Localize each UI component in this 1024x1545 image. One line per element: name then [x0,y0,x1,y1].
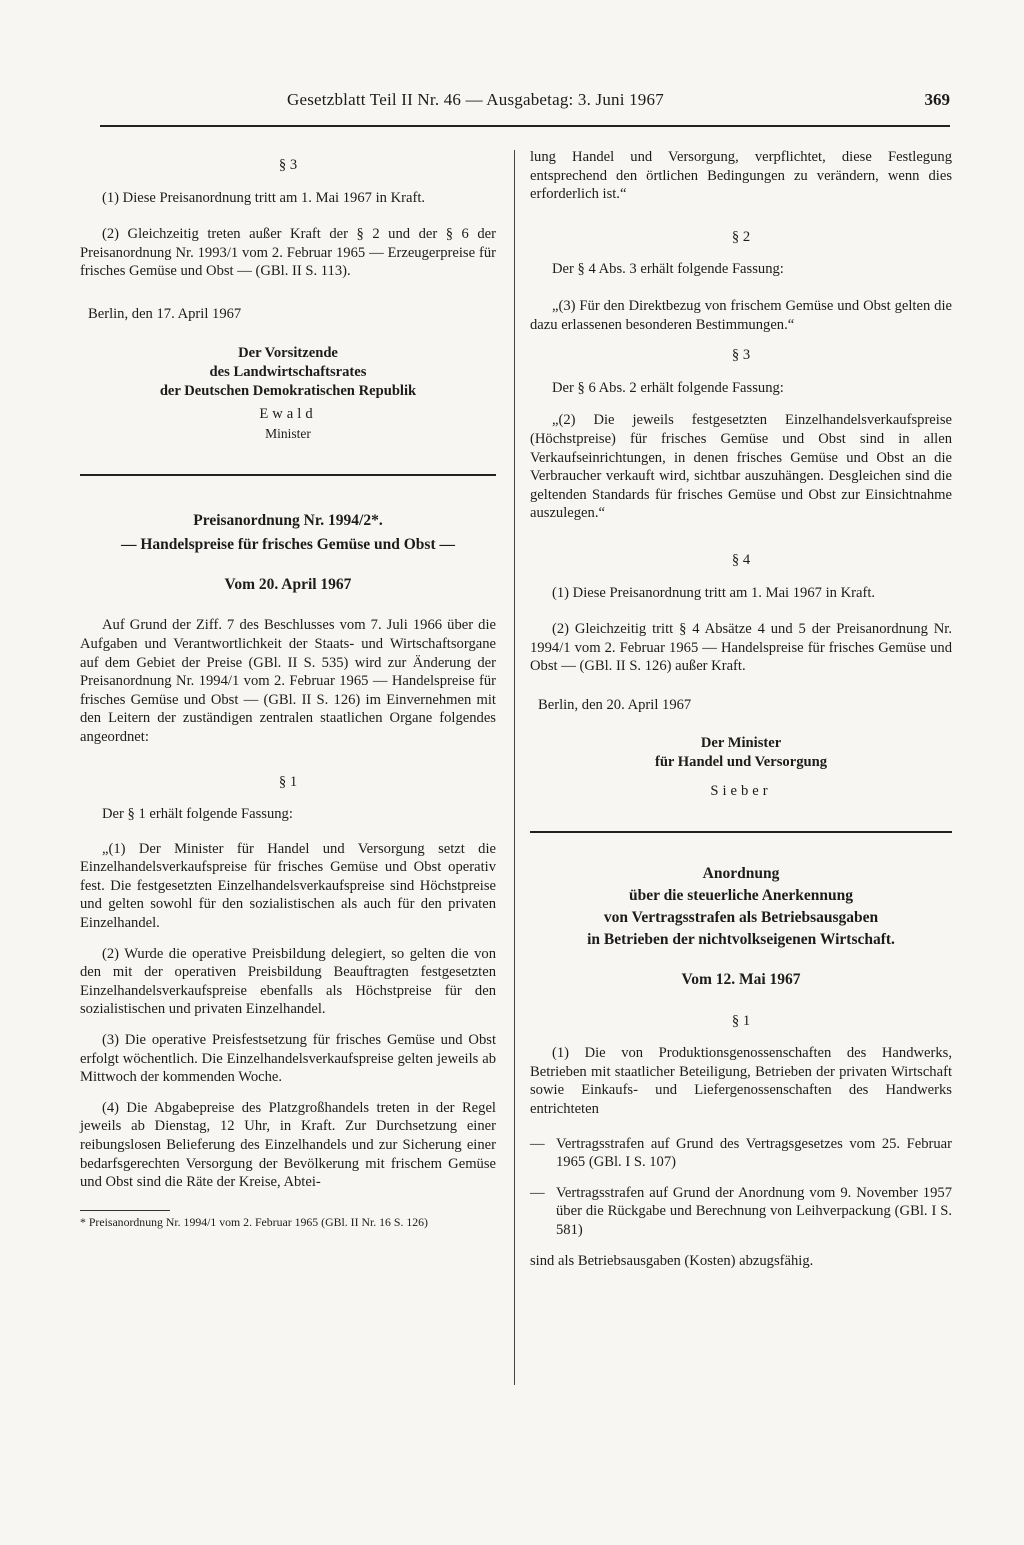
signature-block [80,344,496,444]
ordinance-subtitle: über die steuerliche Anerkennung [628,887,854,905]
section-heading: § 2 [731,228,751,245]
footnote: * Preisanordnung Nr. 1994/1 vom 2. Februar 1965 (GBl. II Nr. 16 S. 126) [80,1214,428,1229]
signature-block [530,734,952,801]
quoted-paragraph: „(3) Für den Direktbezug von frischem Gemüse und Obst gelten die dazu erlassenen besonderen Bestimmungen.“ [530,297,952,333]
paragraph: Der § 6 Abs. 2 erhält folgende Fassung: [552,379,784,396]
quoted-paragraph: „(2) Die jeweils festgesetzten Einzelhandelsverkaufspreise (Höchstpreise) für frisches Gemüse und Obst sind in allen Verkaufseinrichtungen, in denen frisches Gemüse und Obst an die Verbraucher verkauft wird, sichtbar auszuhängen. Desgleichen sind die geltenden Standards für frisches Gemüse und Obst zur Einsichtnahme auszulegen.“ [530,412,952,522]
ordinance-subtitle: von Vertragsstrafen als Betriebsausgaben [603,909,879,927]
place-date: Berlin, den 20. April 1967 [538,696,692,713]
ordinance-title: Anordnung [702,865,780,883]
ordinance-title: Preisanordnung Nr. 1994/2*. [193,511,383,529]
paragraph: (2) Gleichzeitig treten außer Kraft der § 2 und der § 6 der Preisanordnung Nr. 1993/1 vom 2. Februar 1965 — Erzeugerpreise für frisches Gemüse und Obst — (GBl. II S. 113). [80,226,496,280]
list-item [530,1135,952,1172]
section-heading: § 3 [278,157,298,173]
signature-line: des Landwirtschaftsrates [209,363,367,380]
list-dash: — [530,1135,545,1152]
ordinance-subtitle: in Betrieben der nichtvolkseigenen Wirtschaft. [587,931,895,949]
section-heading: § 3 [731,347,751,364]
signature-line: der Deutschen Demokratischen Republik [159,382,417,399]
footnote-rule [80,1210,170,1211]
paragraph: Der § 4 Abs. 3 erhält folgende Fassung: [552,261,784,278]
quoted-paragraph: (3) Die operative Preisfestsetzung für frisches Gemüse und Obst erfolgt wöchentlich. Die Einzelhandelsverkaufspreise gelten jeweils ab Mittwoch der kommenden Woche. [80,1032,496,1086]
signature-line: für Handel und Versorgung [654,754,828,771]
place-date: Berlin, den 17. April 1967 [88,305,242,322]
paragraph: (1) Diese Preisanordnung tritt am 1. Mai 1967 in Kraft. [552,584,876,601]
signatory-name: Sieber [710,783,772,800]
list-item-text: Vertragsstrafen auf Grund der Anordnung vom 9. November 1957 über die Rückgabe und Berechnung von Leihverpackung (GBl. I S. 581) [556,1184,952,1238]
section-heading: § 4 [731,551,751,568]
gazette-title: Gesetzblatt Teil II Nr. 46 — Ausgabetag: 3. Juni 1967 [287,90,664,109]
signature-line: Der Minister [700,735,782,752]
quoted-paragraph: (2) Wurde die operative Preisbildung delegiert, so gelten die von den mit der operativen Preisbildung Beauftragten festgesetzten Einzelhandelsverkaufspreise ebenfalls als Höchstpreise für den sozialistischen und privaten Einzelhandel. [80,945,496,1018]
paragraph: Der § 1 erhält folgende Fassung: [102,806,293,823]
header-rule [100,125,950,127]
closing-paragraph: sind als Betriebsausgaben (Kosten) abzugsfähig. [530,1252,814,1269]
ordinance-subtitle: — Handelspreise für frisches Gemüse und Obst — [121,535,455,553]
ordinance-date: Vom 12. Mai 1967 [681,971,801,989]
quoted-paragraph: „(1) Der Minister für Handel und Versorgung setzt die Einzelhandelsverkaufspreise für frisches Gemüse und Obst operativ fest. Die festgesetzten Einzelhandelsverkaufspreise sind Höchstpreise und gelten sowohl für den sozialistischen als auch für den privaten Einzelhandel. [80,840,496,932]
paragraph: (1) Diese Preisanordnung tritt am 1. Mai 1967 in Kraft. [102,189,426,206]
section-heading: § 1 [278,773,298,790]
quoted-paragraph: (4) Die Abgabepreise des Platzgroßhandels treten in der Regel jeweils ab Dienstag, 12 Uhr, in Kraft. Zur Durchsetzung einer reibungslosen Belieferung des Einzelhandels und zur Sicherung einer bedarfsgerechten Versorgung der Bevölkerung mit frischem Gemüse und Obst sind die Räte der Kreise, Abtei- [80,1099,496,1191]
section-rule [80,474,496,476]
signature-line: Der Vorsitzende [238,344,338,361]
column-divider [514,150,515,1385]
page-number: 369 [924,90,950,109]
continued-paragraph: lung Handel und Versorgung, verpflichtet, diese Festlegung entsprechend den örtlichen Bedingungen zu verändern, wenn dies erforderlich ist.“ [530,149,952,203]
right-column [530,148,952,1270]
preamble: Auf Grund der Ziff. 7 des Beschlusses vom 7. Juli 1966 über die Aufgaben und Verantwortlichkeit der Staats- und Wirtschaftsorgane auf dem Gebiet der Preise (GBl. II S. 535) wird zur Änderung der Preisanordnung Nr. 1994/1 vom 2. Februar 1965 — Handelspreise für frisches Gemüse und Obst — (GBl. II S. 126) im Einvernehmen mit den Leitern der zuständigen zentralen staatlichen Organe folgendes angeordnet: [80,617,496,745]
paragraph: (1) Die von Produktionsgenossenschaften des Handwerks, Betrieben mit staatlicher Beteiligung, Betrieben der privaten Wirtschaft sowie Einkaufs- und Liefergenossenschaften des Handwerks entrichteten [530,1045,952,1118]
section-rule [530,831,952,833]
left-column [80,148,496,1230]
signatory-name: Ewald [259,405,317,422]
ordinance-date: Vom 20. April 1967 [224,575,352,593]
list-item [530,1184,952,1240]
list-dash: — [530,1184,545,1201]
signatory-role: Minister [265,426,311,442]
list-item-text: Vertragsstrafen auf Grund des Vertragsgesetzes vom 25. Februar 1965 (GBl. I S. 107) [556,1135,952,1171]
page-header [100,90,950,120]
paragraph: (2) Gleichzeitig tritt § 4 Absätze 4 und 5 der Preisanordnung Nr. 1994/1 vom 2. Februar 1965 — Handelspreise für frisches Gemüse und Obst — (GBl. II S. 126) außer Kraft. [530,621,952,675]
section-heading: § 1 [731,1012,751,1029]
